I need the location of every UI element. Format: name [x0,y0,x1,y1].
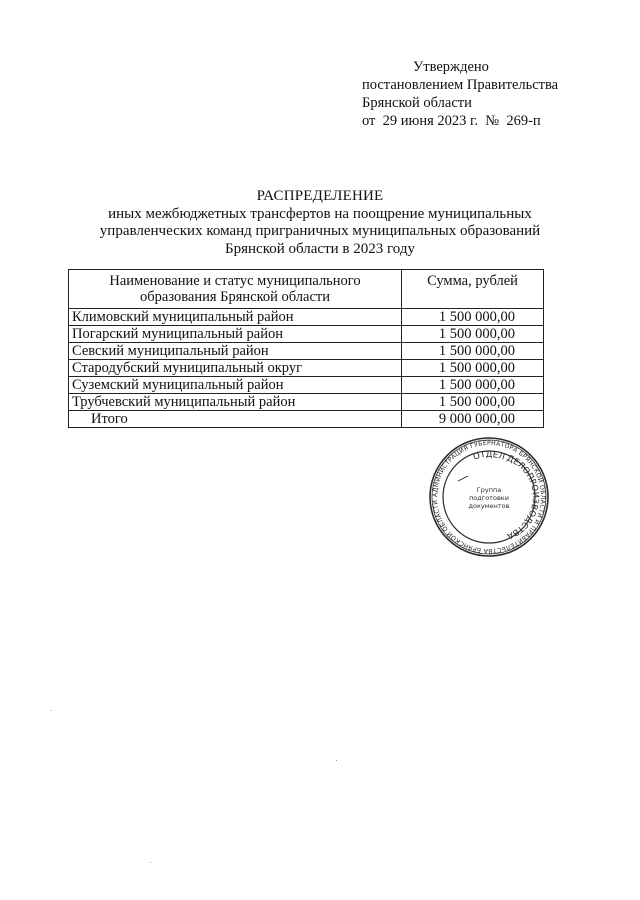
amount: 1 500 000,00 [402,394,544,411]
approval-block [362,58,558,130]
municipality-name: Суземский муниципальный район [69,377,402,394]
municipality-name: Севский муниципальный район [69,343,402,360]
amount: 1 500 000,00 [402,360,544,377]
heading-line: управленческих команд приграничных муниципальных образований [99,223,541,239]
stamp-ring-top-text: ОТДЕЛ [472,449,506,463]
stamp-ring-bottom-text: ДЕЛОПРОИЗВОДСТВА [505,453,541,541]
heading-line: иных межбюджетных трансфертов на поощрение муниципальных [108,205,532,222]
total-row [69,411,544,428]
municipality-name: Климовский муниципальный район [69,309,402,326]
table-row [69,360,544,377]
amount: 1 500 000,00 [402,326,544,343]
stamp-mark [458,476,468,481]
scan-speck [51,710,52,711]
amount: 1 500 000,00 [402,343,544,360]
distribution-table [68,269,544,428]
table-row [69,309,544,326]
total-label: Итого [69,411,402,428]
stamp-center-line: Группа [476,486,502,494]
table-row [69,394,544,411]
approval-line: Брянской области [362,95,472,111]
table-row [69,377,544,394]
official-stamp [428,436,550,558]
header-name-line: Наименование и статус муниципального [109,273,361,289]
approval-line: постановлением Правительства [362,77,559,93]
table-row [69,343,544,360]
stamp-seal-icon [428,436,550,558]
header-name-cell [69,270,402,309]
stamp-outer-text: АДМИНИСТРАЦИЯ ГУБЕРНАТОРА БРЯНСКОЙ ОБЛАСТИ И ПРАВИТЕЛЬСТВА БРЯНСКОЙ ОБЛАСТИ [431,439,547,555]
municipality-name: Стародубский муниципальный округ [69,360,402,377]
header-name-line: образования Брянской области [140,289,330,305]
scan-speck [336,760,337,761]
table-header-row [69,270,544,309]
document-heading [0,188,640,258]
amount: 1 500 000,00 [402,309,544,326]
scan-speck [150,862,151,863]
header-sum-cell: Сумма, рублей [402,270,544,309]
table-row [69,326,544,343]
approval-line: Утверждено [413,59,489,75]
municipality-name: Погарский муниципальный район [69,326,402,343]
heading-line: Брянской области в 2023 году [225,240,415,257]
document-title: РАСПРЕДЕЛЕНИЕ [256,188,384,204]
amount: 1 500 000,00 [402,377,544,394]
total-amount: 9 000 000,00 [402,411,544,428]
approval-date-line: от 29 июня 2023 г. № 269-п [362,113,541,129]
stamp-center-line: документов [468,502,510,510]
municipality-name: Трубчевский муниципальный район [69,394,402,411]
stamp-center-line: подготовки [469,494,509,502]
